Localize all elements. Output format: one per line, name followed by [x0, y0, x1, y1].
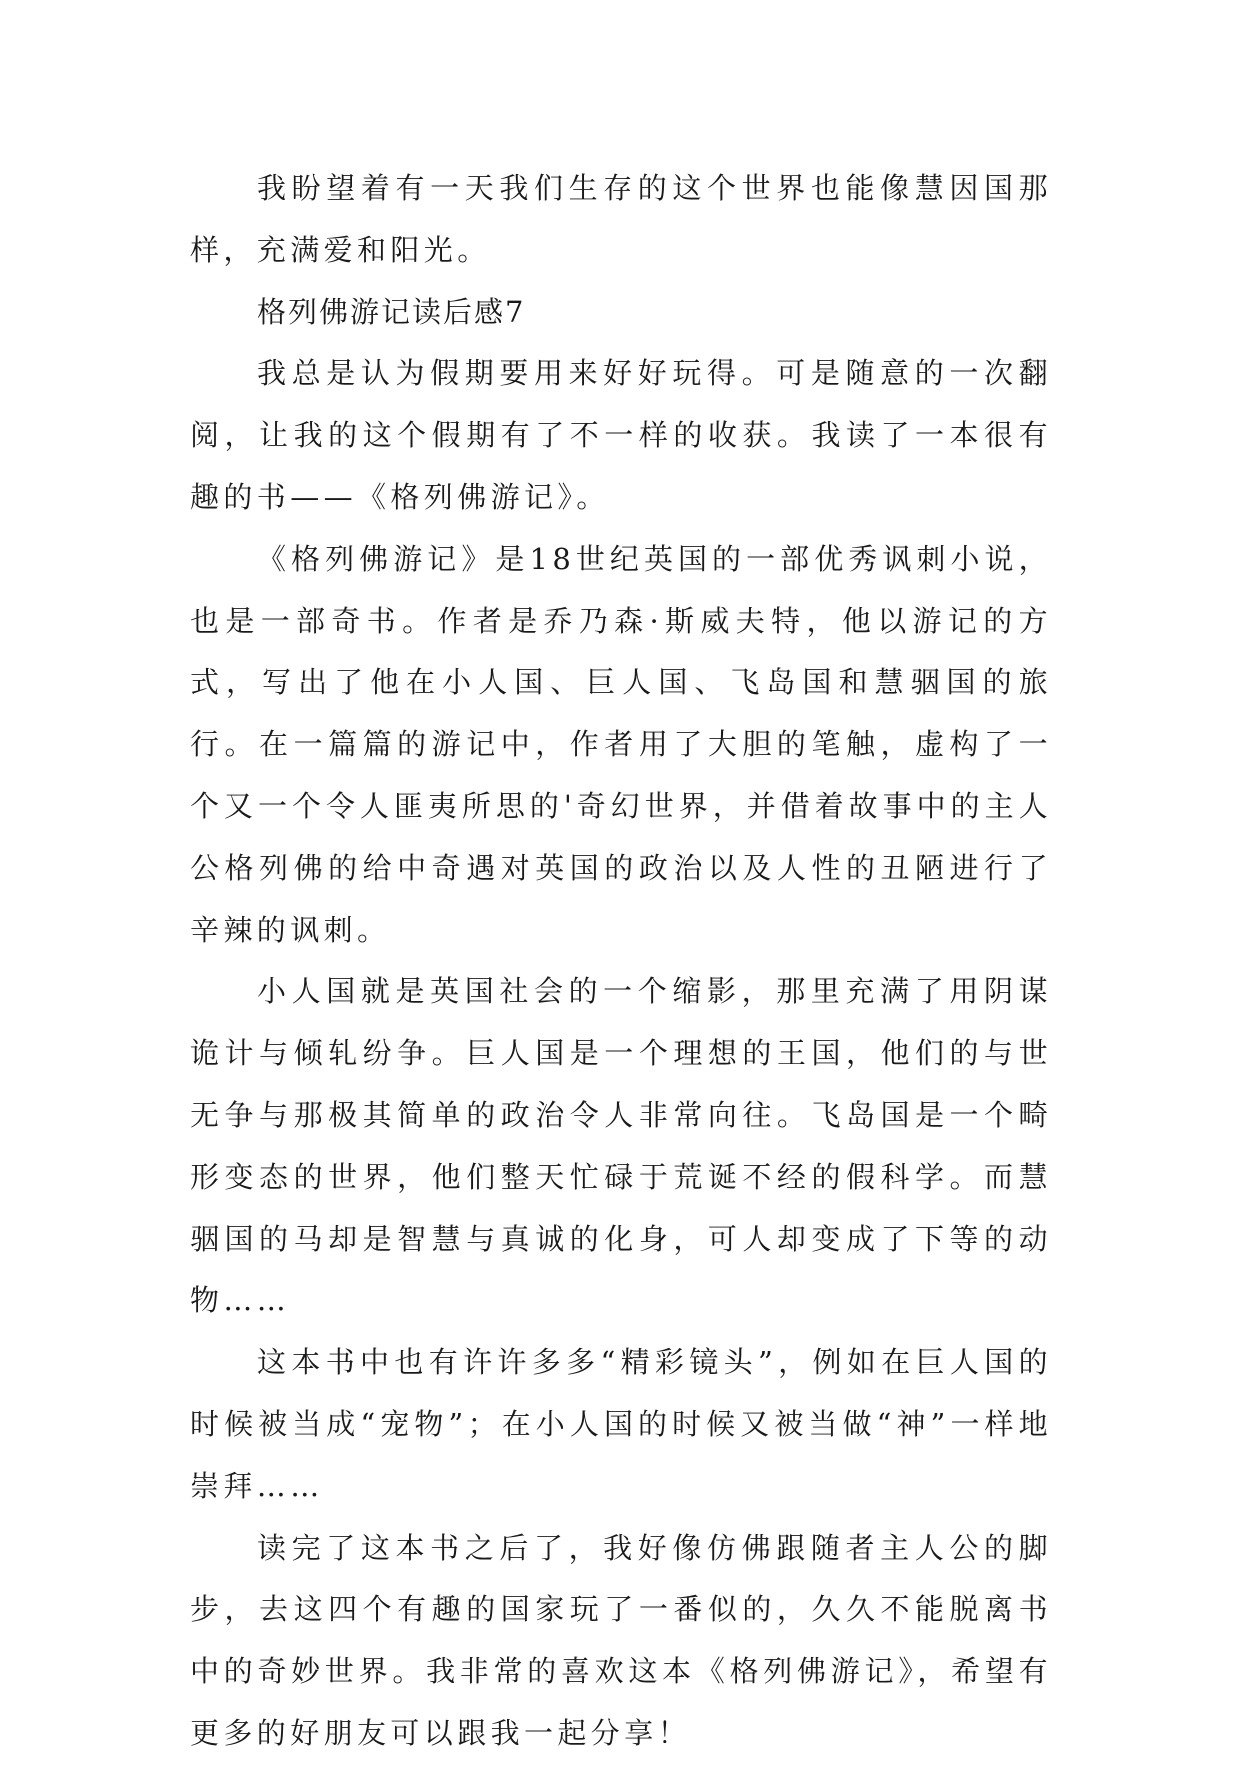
document-body — [190, 158, 1052, 1765]
paragraph-book-overview: 《格列佛游记》是18世纪英国的一部优秀讽刺小说，也是一部奇书。作者是乔乃森·斯威夫特，他以游记的方式，写出了他在小人国、巨人国、飞岛国和慧骃国的旅行。在一篇篇的游记中，作者用了大胆的笔触，虚构了一个又一个令人匪夷所思的'奇幻世界，并借着故事中的主人公格列佛的给中奇遇对英国的政治以及人性的丑陋进行了辛辣的讽刺。 — [190, 541, 1052, 947]
paragraph-intro: 我总是认为假期要用来好好玩得。可是随意的一次翻阅，让我的这个假期有了不一样的收获。我读了一本很有趣的书——《格列佛游记》。 — [190, 356, 1052, 514]
paragraph-conclusion: 读完了这本书之后了，我好像仿佛跟随者主人公的脚步，去这四个有趣的国家玩了一番似的，久久不能脱离书中的奇妙世界。我非常的喜欢这本《格列佛游记》，希望有更多的好朋友可以跟我一起分享！ — [190, 1530, 1052, 1750]
paragraph-highlights: 这本书中也有许许多多“精彩镜头”，例如在巨人国的时候被当成“宠物”；在小人国的时候又被当做“神”一样地崇拜…… — [190, 1345, 1052, 1503]
paragraph-countries: 小人国就是英国社会的一个缩影，那里充满了用阴谋诡计与倾轧纷争。巨人国是一个理想的王国，他们的与世无争与那极其简单的政治令人非常向往。飞岛国是一个畸形变态的世界，他们整天忙碌于荒诞不经的假科学。而慧骃国的马却是智慧与真诚的化身，可人却变成了下等的动物…… — [190, 974, 1052, 1318]
section-heading: 格列佛游记读后感7 — [257, 294, 526, 329]
paragraph-closing-wish: 我盼望着有一天我们生存的这个世界也能像慧因国那样，充满爱和阳光。 — [190, 171, 1052, 267]
